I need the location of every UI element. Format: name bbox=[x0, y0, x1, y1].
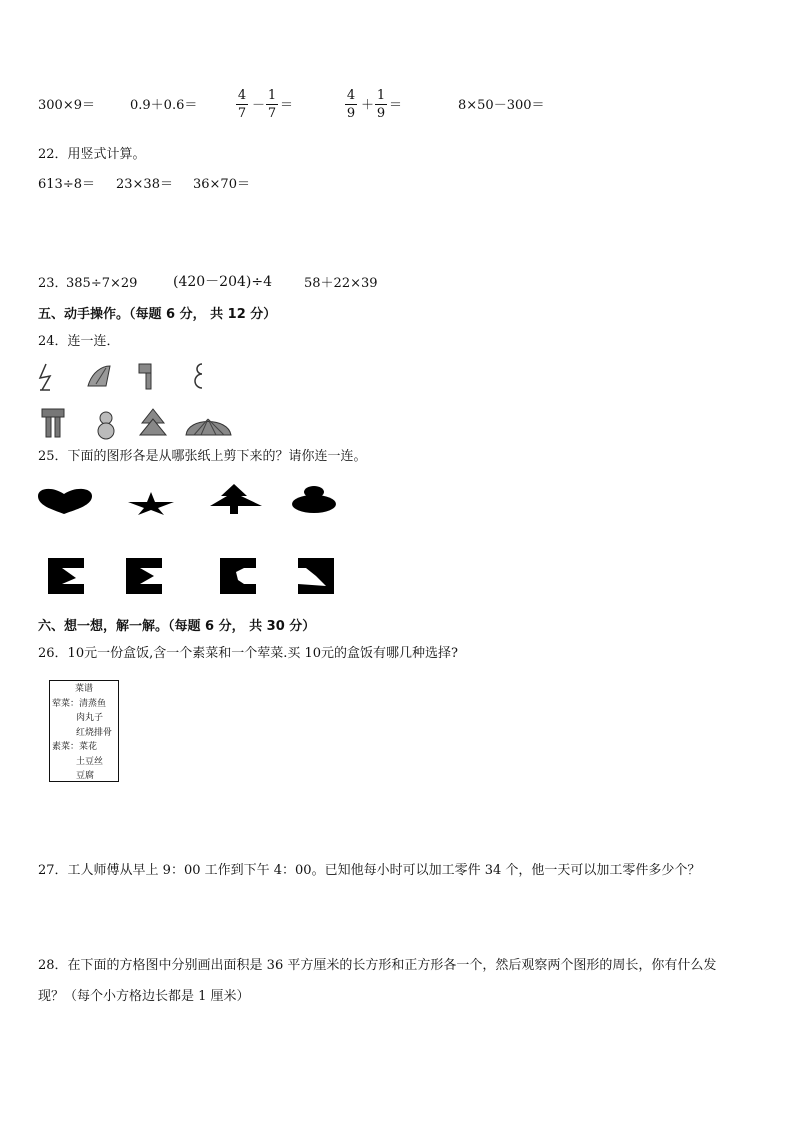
menu-heading: 菜谱 bbox=[74, 684, 93, 694]
half-snowman-icon[interactable] bbox=[195, 364, 202, 388]
menu-line: 素菜：菜花 bbox=[52, 742, 98, 752]
q22-item-2: 23×38＝ bbox=[116, 177, 173, 192]
cut-paper-4[interactable] bbox=[298, 558, 334, 594]
q24-top-icons bbox=[36, 360, 236, 394]
heart-shape[interactable] bbox=[38, 489, 92, 514]
snowman-icon[interactable] bbox=[98, 412, 114, 439]
q28-line-2: 现？（每个小方格边长都是 1 厘米） bbox=[38, 989, 250, 1004]
fraction: 1 9 bbox=[376, 88, 386, 121]
q22-item-1: 613÷8＝ bbox=[38, 177, 95, 192]
cut-paper-2[interactable] bbox=[126, 558, 162, 594]
q25-bottom-shapes bbox=[44, 556, 339, 596]
q24-bottom-icons bbox=[36, 407, 236, 441]
q23-item-1: 385÷7×29 bbox=[66, 276, 138, 291]
q27-title: 27．工人师傅从早上 9：00 工作到下午 4：00。已知他每小时可以加工零件 34 个，他一天可以加工零件多少个？ bbox=[38, 863, 701, 878]
tree-icon[interactable] bbox=[140, 409, 166, 435]
q23-number: 23． bbox=[38, 276, 68, 291]
fraction: 4 7 bbox=[237, 88, 247, 121]
q28-line-1: 28．在下面的方格图中分别画出面积是 36 平方厘米的长方形和正方形各一个，然后观察两个图形的周长，你有什么发 bbox=[38, 958, 717, 973]
menu-line: 荤菜：清蒸鱼 bbox=[52, 698, 107, 709]
q24-title: 24．连一连． bbox=[38, 334, 120, 349]
menu-line: 土豆丝 bbox=[76, 756, 104, 767]
cut-paper-1[interactable] bbox=[48, 558, 84, 594]
q25-top-shapes bbox=[36, 482, 346, 518]
section-5-title: 五、动手操作。（每题 6 分， 共 12 分） bbox=[38, 307, 277, 322]
q22-title: 22．用竖式计算。 bbox=[38, 147, 146, 162]
half-lightning-icon[interactable] bbox=[40, 364, 50, 390]
tree-shape[interactable] bbox=[210, 484, 262, 514]
q23-item-2: (420－204)÷4 bbox=[173, 274, 273, 290]
q22-item-3: 36×70＝ bbox=[193, 177, 250, 192]
q21-item-1: 300×9＝ bbox=[38, 98, 95, 113]
q21-item-2: 0.9＋0.6＝ bbox=[130, 98, 198, 113]
stool-icon[interactable] bbox=[42, 409, 64, 437]
fraction: 4 9 bbox=[346, 88, 356, 121]
q21-item-3: 8×50－300＝ bbox=[458, 98, 545, 113]
star-shape[interactable] bbox=[128, 492, 174, 515]
fraction: 1 7 bbox=[267, 88, 277, 121]
q26-title: 26．10元一份盒饭,含一个素菜和一个荤菜.买 10元的盒饭有哪几种选择? bbox=[38, 646, 458, 661]
q23-item-3: 58＋22×39 bbox=[304, 276, 378, 291]
gourd-shape[interactable] bbox=[292, 486, 336, 513]
umbrella-icon[interactable] bbox=[186, 419, 231, 435]
section-6-title: 六、想一想，解一解。（每题 6 分， 共 30 分） bbox=[38, 619, 316, 634]
menu-line: 豆腐 bbox=[76, 771, 95, 781]
cut-paper-3[interactable] bbox=[220, 558, 256, 594]
menu-line: 红烧排骨 bbox=[76, 727, 113, 738]
menu-line: 肉丸子 bbox=[76, 713, 104, 723]
q25-title: 25．下面的图形各是从哪张纸上剪下来的？请你连一连。 bbox=[38, 449, 367, 464]
half-stool-icon[interactable] bbox=[139, 364, 151, 389]
half-umbrella-icon[interactable] bbox=[88, 366, 110, 386]
menu-card bbox=[49, 680, 119, 782]
